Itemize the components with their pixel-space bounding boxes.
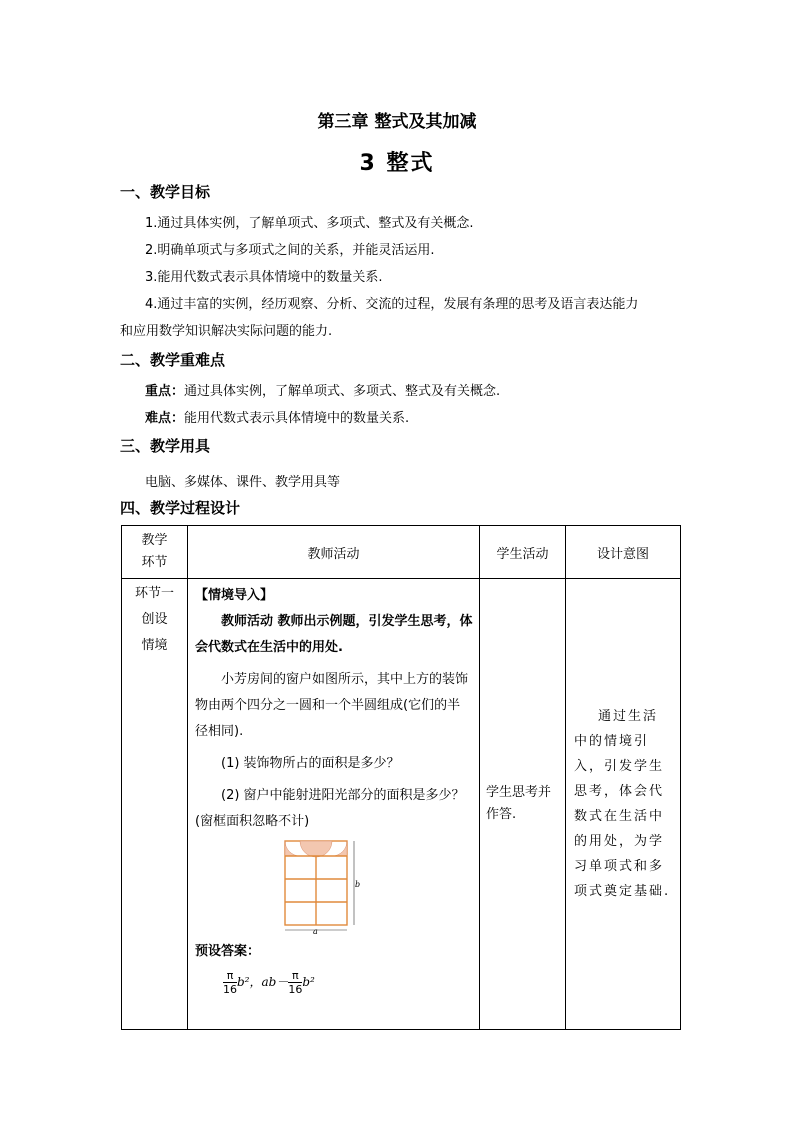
stage-line: 情境 [141, 638, 168, 653]
fraction: $\frac{\pi}{16}$ [288, 969, 303, 996]
lesson-plan-table [121, 525, 681, 1030]
window-diagram [283, 839, 363, 935]
stage-line: 创设 [141, 612, 168, 627]
problem-text: 小芳房间的窗户如图所示，其中上方的装饰物由两个四分之一圆和一个半圆组成(它们的半径相同). [195, 672, 469, 739]
table-header-row [122, 526, 681, 579]
objective-item: 4.通过丰富的实例，经历观察、分析、交流的过程，发展有条理的思考及语言表达能力 [145, 297, 639, 312]
difficult-point [145, 407, 409, 426]
objective-item: 1.通过具体实例，了解单项式、多项式、整式及有关概念. [145, 216, 474, 231]
objective-item: 2.明确单项式与多项式之间的关系，并能灵活运用. [145, 243, 435, 258]
design-intent-cell [566, 579, 681, 1030]
question-1: (1) 装饰物所占的面积是多少？ [221, 756, 400, 771]
key-point [145, 380, 500, 399]
section-heading-process: 四、教学过程设计 [120, 499, 241, 517]
table-row [122, 579, 681, 1030]
fraction: $\frac{\pi}{16}$ [223, 969, 237, 996]
answer-formula: $\frac{\pi}{16}$ b²，ab－ $\frac{\pi}{16}$ b² [223, 969, 315, 996]
tools-text: 电脑、多媒体、课件、教学用具等 [145, 475, 341, 490]
difficult-point-text: 能用代数式表示具体情境中的数量关系. [184, 411, 410, 426]
design-text: 通过生活中的情境引入，引发学生思考，体会代数式在生活中的用处，为学习单项式和多项式奠定基础. [574, 709, 671, 899]
key-point-text: 通过具体实例，了解单项式、多项式、整式及有关概念. [184, 384, 501, 399]
teacher-intro: 教师活动 教师出示例题，引发学生思考，体会代数式在生活中的用处. [195, 614, 473, 655]
section-heading-objectives: 一、教学目标 [120, 183, 211, 201]
objective-item-continued: 和应用数学知识解决实际问题的能力. [120, 324, 333, 339]
section-heading-tools: 三、教学用具 [120, 437, 211, 455]
section-heading-key-points: 二、教学重难点 [120, 351, 226, 369]
lesson-title: 3 整式 [359, 151, 435, 176]
question-2: (2) 窗户中能射进阳光部分的面积是多少？(窗框面积忽略不计) [195, 788, 465, 829]
window-figure [195, 839, 473, 939]
header-stage-label: 教学 环节 [141, 533, 168, 570]
figure-label-a: a [313, 927, 318, 935]
key-point-label: 重点： [145, 384, 185, 399]
header-teacher: 教师活动 [188, 526, 480, 579]
stage-line: 环节一 [134, 586, 174, 601]
teacher-activity-cell [188, 579, 480, 1030]
section-tag: 【情境导入】 [195, 588, 274, 603]
stage-cell [122, 579, 188, 1030]
objective-item: 3.能用代数式表示具体情境中的数量关系. [145, 270, 383, 285]
header-design: 设计意图 [566, 526, 681, 579]
student-activity-cell: 学生思考并作答. [480, 579, 566, 1030]
difficult-point-label: 难点： [145, 411, 185, 426]
figure-label-b: b [355, 880, 361, 889]
answer-label: 预设答案： [195, 944, 261, 959]
header-stage [122, 526, 188, 579]
header-student: 学生活动 [480, 526, 566, 579]
chapter-title: 第三章 整式及其加减 [317, 112, 477, 132]
